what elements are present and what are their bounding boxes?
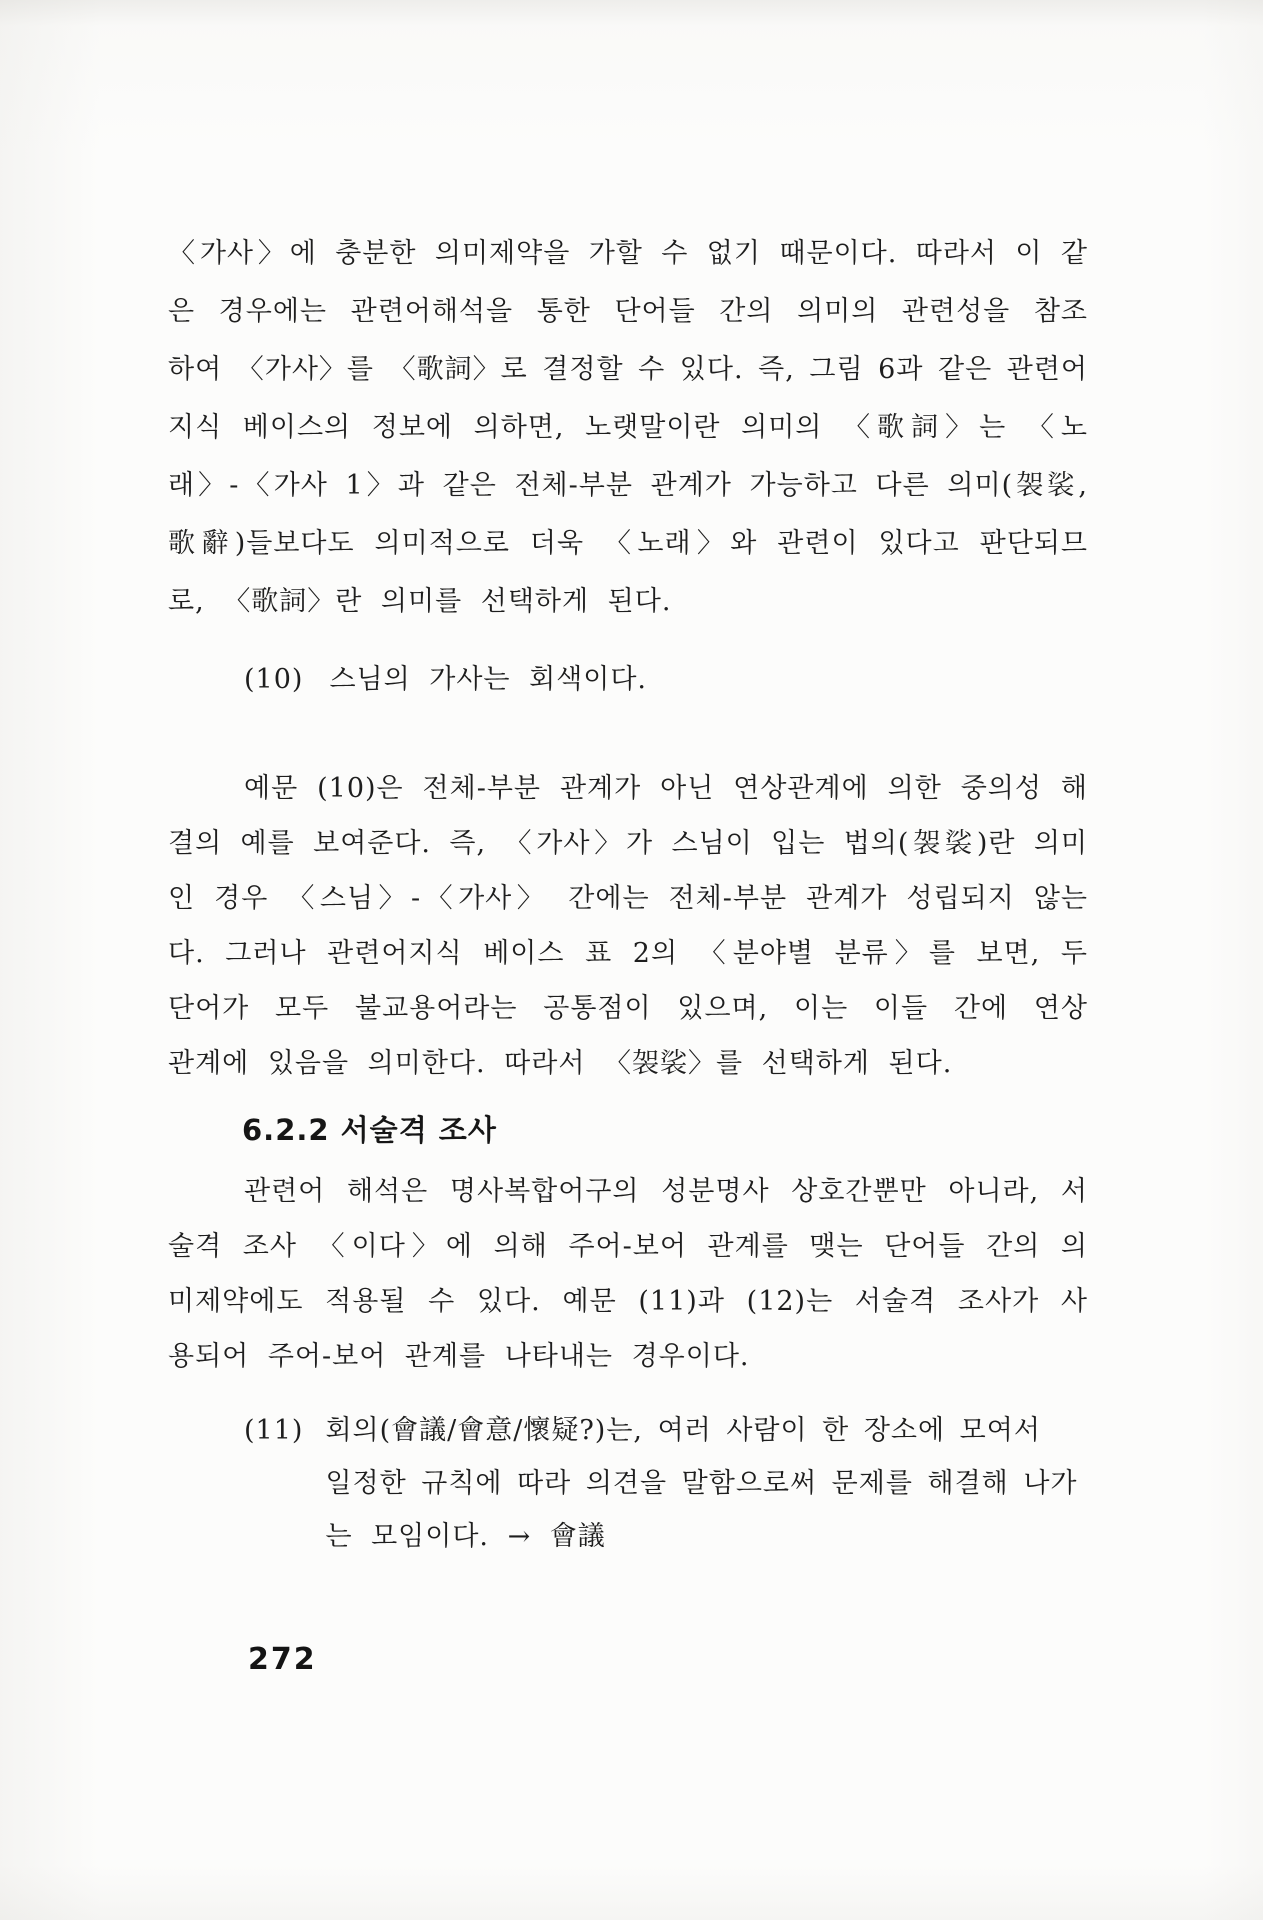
example-10-label: (10) xyxy=(244,664,304,695)
text-line: 로, 〈歌詞〉란 의미를 선택하게 된다. xyxy=(168,586,672,617)
page-text-block xyxy=(168,225,1088,1563)
section-heading: 6.2.2 서술격 조사 xyxy=(242,1113,497,1147)
text-line: 관계에 있음을 의미한다. 따라서 〈袈裟〉를 선택하게 된다. xyxy=(168,1048,953,1079)
text-line: 관련어 해석은 명사복합어구의 성분명사 상호간뿐만 아니라, 서 xyxy=(244,1176,1088,1207)
text-line: 용되어 주어-보어 관계를 나타내는 경우이다. xyxy=(168,1341,750,1372)
text-line: 래〉-〈가사 1〉과 같은 전체-부분 관계가 가능하고 다른 의미(袈裟, xyxy=(168,470,1088,501)
text-line: 일정한 규칙에 따라 의견을 말함으로써 문제를 해결해 나가 xyxy=(325,1468,1078,1499)
example-11-lines xyxy=(325,1404,1078,1563)
text-line: 단어가 모두 불교용어라는 공통점이 있으며, 이는 이들 간에 연상 xyxy=(168,993,1088,1024)
text-line: 인 경우 〈스님〉-〈가사〉 간에는 전체-부분 관계가 성립되지 않는 xyxy=(168,883,1088,914)
example-10-text: 스님의 가사는 회색이다. xyxy=(329,664,648,695)
example-11-label: (11) xyxy=(244,1415,304,1446)
text-line: 회의(會議/會意/懷疑?)는, 여러 사람이 한 장소에 모여서 xyxy=(325,1415,1041,1446)
text-line: 歌辭)들보다도 의미적으로 더욱 〈노래〉와 관련이 있다고 판단되므 xyxy=(168,528,1088,559)
example-11 xyxy=(244,1404,1088,1563)
text-line: 지식 베이스의 정보에 의하면, 노랫말이란 의미의 〈歌詞〉는 〈노 xyxy=(168,412,1088,443)
paragraph-1 xyxy=(168,225,1088,631)
text-line: 미제약에도 적용될 수 있다. 예문 (11)과 (12)는 서술격 조사가 사 xyxy=(168,1286,1088,1317)
page-number: 272 xyxy=(248,1642,317,1677)
text-line: 결의 예를 보여준다. 즉, 〈가사〉가 스님이 입는 법의(袈裟)란 의미 xyxy=(168,828,1088,859)
text-line: 하여 〈가사〉를 〈歌詞〉로 결정할 수 있다. 즉, 그림 6과 같은 관련어 xyxy=(168,354,1088,385)
paragraph-2 xyxy=(168,761,1088,1091)
text-line: 〈가사〉에 충분한 의미제약을 가할 수 없기 때문이다. 따라서 이 같 xyxy=(168,238,1088,269)
text-line: 술격 조사 〈이다〉에 의해 주어-보어 관계를 맺는 단어들 간의 의 xyxy=(168,1231,1088,1262)
paragraph-3 xyxy=(168,1164,1088,1384)
text-line: 다. 그러나 관련어지식 베이스 표 2의 〈분야별 분류〉를 보면, 두 xyxy=(168,938,1088,969)
text-line: 는 모임이다. → 會議 xyxy=(325,1521,606,1552)
text-line: 예문 (10)은 전체-부분 관계가 아닌 연상관계에 의한 중의성 해 xyxy=(244,773,1088,804)
example-10 xyxy=(244,661,1088,699)
text-line: 은 경우에는 관련어해석을 통한 단어들 간의 의미의 관련성을 참조 xyxy=(168,296,1088,327)
